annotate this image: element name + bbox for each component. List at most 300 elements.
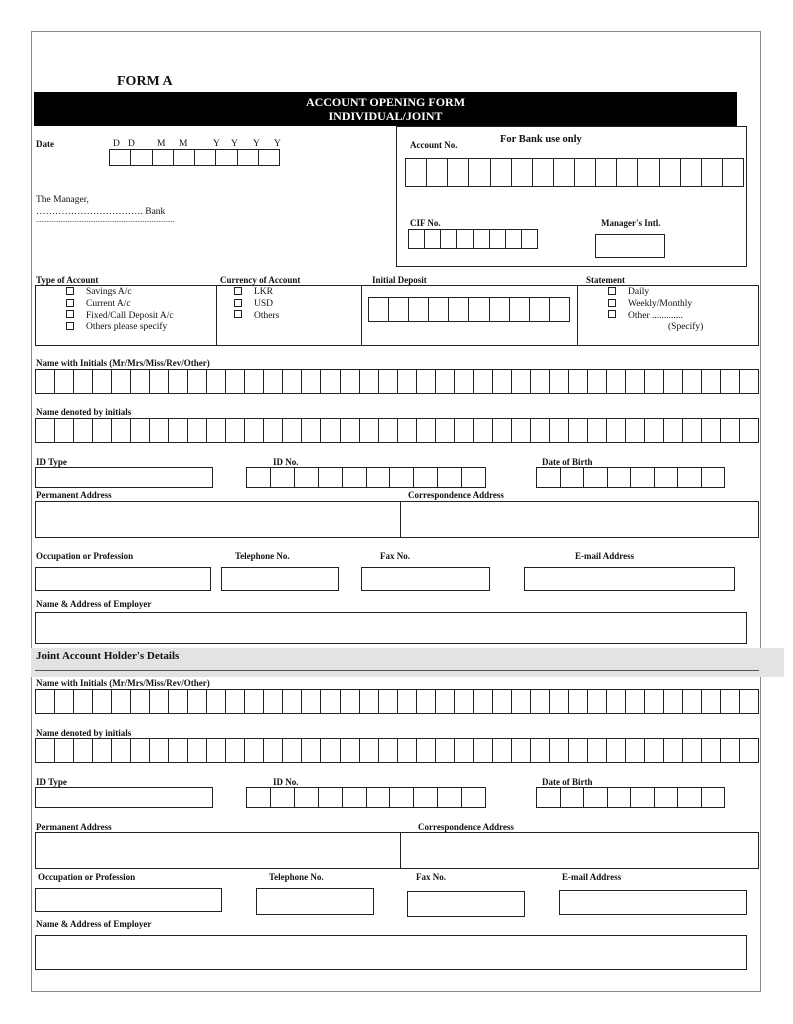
char-cell[interactable] (259, 149, 280, 166)
char-cell[interactable] (740, 738, 759, 763)
char-cell[interactable] (531, 689, 550, 714)
char-cell[interactable] (264, 738, 283, 763)
char-cell[interactable] (169, 418, 188, 443)
name-denoted-cells[interactable] (35, 418, 759, 443)
char-cell[interactable] (390, 787, 414, 808)
char-cell[interactable] (398, 689, 417, 714)
char-cell[interactable] (360, 369, 379, 394)
char-cell[interactable] (474, 369, 493, 394)
email-field[interactable] (524, 567, 735, 591)
char-cell[interactable] (645, 418, 664, 443)
char-cell[interactable] (131, 689, 150, 714)
account-type-option[interactable]: Current A/c (66, 299, 174, 311)
char-cell[interactable] (112, 369, 131, 394)
char-cell[interactable] (561, 467, 585, 488)
char-cell[interactable] (36, 369, 55, 394)
joint-email-field[interactable] (559, 890, 747, 915)
char-cell[interactable] (295, 467, 319, 488)
joint-corr-address-field[interactable] (400, 832, 759, 869)
char-cell[interactable] (112, 689, 131, 714)
char-cell[interactable] (283, 369, 302, 394)
char-cell[interactable] (360, 418, 379, 443)
checkbox[interactable] (234, 287, 242, 295)
joint-fax-field[interactable] (407, 891, 525, 917)
char-cell[interactable] (626, 418, 645, 443)
char-cell[interactable] (283, 689, 302, 714)
divider (361, 285, 362, 346)
name-initials-label: Name with Initials (Mr/Mrs/Miss/Rev/Other) (36, 358, 210, 368)
char-cell[interactable] (417, 369, 436, 394)
manager-line-1: The Manager, (36, 195, 89, 205)
char-cell[interactable] (55, 418, 74, 443)
char-cell[interactable] (702, 738, 721, 763)
char-cell[interactable] (512, 369, 531, 394)
char-cell[interactable] (93, 418, 112, 443)
char-cell[interactable] (512, 158, 533, 187)
char-cell[interactable] (607, 418, 626, 443)
char-cell[interactable] (245, 418, 264, 443)
cif-no-label: CIF No. (410, 218, 441, 228)
char-cell[interactable] (645, 738, 664, 763)
char-cell[interactable] (247, 787, 271, 808)
char-cell[interactable] (550, 418, 569, 443)
char-cell[interactable] (110, 149, 131, 166)
char-cell[interactable] (740, 418, 759, 443)
char-cell[interactable] (131, 369, 150, 394)
char-cell[interactable] (341, 738, 360, 763)
char-cell[interactable] (702, 689, 721, 714)
char-cell[interactable] (389, 297, 409, 322)
char-cell[interactable] (36, 418, 55, 443)
char-cell[interactable] (93, 369, 112, 394)
char-cell[interactable] (702, 467, 726, 488)
char-cell[interactable] (681, 158, 702, 187)
char-cell[interactable] (537, 787, 561, 808)
joint-name-initials-label: Name with Initials (Mr/Mrs/Miss/Rev/Other) (36, 678, 210, 688)
checkbox[interactable] (608, 310, 616, 318)
char-cell[interactable] (664, 689, 683, 714)
char-cell[interactable] (678, 787, 702, 808)
name-denoted-label: Name denoted by initials (36, 407, 132, 417)
checkbox[interactable] (66, 299, 74, 307)
char-cell[interactable] (569, 369, 588, 394)
joint-occupation-label: Occupation or Profession (38, 872, 136, 882)
char-cell[interactable] (207, 418, 226, 443)
date-label: Date (36, 139, 54, 149)
char-cell[interactable] (531, 369, 550, 394)
char-cell[interactable] (429, 297, 449, 322)
char-cell[interactable] (490, 229, 506, 249)
char-cell[interactable] (569, 689, 588, 714)
char-cell[interactable] (462, 467, 486, 488)
char-cell[interactable] (379, 369, 398, 394)
char-cell[interactable] (74, 689, 93, 714)
char-cell[interactable] (417, 738, 436, 763)
char-cell[interactable] (369, 297, 389, 322)
char-cell[interactable] (367, 787, 391, 808)
char-cell[interactable] (150, 738, 169, 763)
char-cell[interactable] (721, 689, 740, 714)
fax-field[interactable] (361, 567, 490, 591)
char-cell[interactable] (226, 418, 245, 443)
char-cell[interactable] (506, 229, 522, 249)
char-cell[interactable] (150, 418, 169, 443)
char-cell[interactable] (645, 369, 664, 394)
checkbox[interactable] (234, 299, 242, 307)
joint-section-title: Joint Account Holder's Details (36, 650, 180, 662)
cif-no-cells[interactable] (408, 229, 538, 249)
char-cell[interactable] (216, 149, 237, 166)
char-cell[interactable] (469, 297, 489, 322)
char-cell[interactable] (550, 369, 569, 394)
char-cell[interactable] (150, 369, 169, 394)
char-cell[interactable] (455, 369, 474, 394)
joint-employer-field[interactable] (35, 935, 747, 970)
char-cell[interactable] (584, 787, 608, 808)
char-cell[interactable] (626, 369, 645, 394)
currency-option[interactable]: USD (234, 299, 279, 311)
telephone-field[interactable] (221, 567, 339, 591)
char-cell[interactable] (55, 369, 74, 394)
initial-deposit-cells[interactable] (368, 297, 570, 322)
char-cell[interactable] (702, 158, 723, 187)
account-type-option[interactable]: Savings A/c (66, 287, 174, 299)
char-cell[interactable] (112, 738, 131, 763)
char-cell[interactable] (491, 158, 512, 187)
char-cell[interactable] (150, 689, 169, 714)
char-cell[interactable] (493, 369, 512, 394)
char-cell[interactable] (245, 738, 264, 763)
char-cell[interactable] (55, 689, 74, 714)
char-cell[interactable] (131, 738, 150, 763)
statement-options (608, 287, 703, 334)
char-cell[interactable] (131, 418, 150, 443)
char-cell[interactable] (295, 787, 319, 808)
char-cell[interactable] (283, 418, 302, 443)
char-cell[interactable] (683, 369, 702, 394)
account-no-cells[interactable] (405, 158, 744, 187)
statement-option[interactable]: Daily (608, 287, 703, 299)
char-cell[interactable] (390, 467, 414, 488)
char-cell[interactable] (188, 418, 207, 443)
id-type-field[interactable] (35, 467, 213, 488)
char-cell[interactable] (608, 787, 632, 808)
char-cell[interactable] (398, 738, 417, 763)
joint-name-initials-cells[interactable] (35, 689, 759, 714)
char-cell[interactable] (74, 418, 93, 443)
char-cell[interactable] (617, 158, 638, 187)
char-cell[interactable] (678, 467, 702, 488)
date-cells[interactable] (109, 149, 280, 166)
char-cell[interactable] (188, 738, 207, 763)
char-cell[interactable] (683, 689, 702, 714)
char-cell[interactable] (448, 158, 469, 187)
char-cell[interactable] (341, 369, 360, 394)
account-type-options (66, 287, 174, 334)
char-cell[interactable] (702, 418, 721, 443)
dob-cells[interactable] (536, 467, 725, 488)
char-cell[interactable] (271, 787, 295, 808)
char-cell[interactable] (207, 369, 226, 394)
char-cell[interactable] (36, 689, 55, 714)
char-cell[interactable] (575, 158, 596, 187)
char-cell[interactable] (607, 369, 626, 394)
char-cell[interactable] (522, 229, 538, 249)
currency-option[interactable]: LKR (234, 287, 279, 299)
char-cell[interactable] (436, 689, 455, 714)
char-cell[interactable] (169, 689, 188, 714)
char-cell[interactable] (537, 467, 561, 488)
char-cell[interactable] (207, 738, 226, 763)
char-cell[interactable] (512, 738, 531, 763)
char-cell[interactable] (343, 467, 367, 488)
char-cell[interactable] (195, 149, 216, 166)
checkbox[interactable] (608, 299, 616, 307)
joint-id-type-label: ID Type (36, 777, 67, 787)
char-cell[interactable] (425, 229, 441, 249)
char-cell[interactable] (584, 467, 608, 488)
char-cell[interactable] (660, 158, 681, 187)
char-cell[interactable] (645, 689, 664, 714)
currency-of-account-label: Currency of Account (220, 275, 301, 285)
char-cell[interactable] (740, 689, 759, 714)
char-cell[interactable] (438, 787, 462, 808)
char-cell[interactable] (533, 158, 554, 187)
employer-label: Name & Address of Employer (36, 599, 152, 609)
joint-name-denoted-cells[interactable] (35, 738, 759, 763)
char-cell[interactable] (153, 149, 174, 166)
char-cell[interactable] (740, 369, 759, 394)
occupation-field[interactable] (35, 567, 211, 591)
char-cell[interactable] (631, 467, 655, 488)
char-cell[interactable] (321, 738, 340, 763)
char-cell[interactable] (360, 689, 379, 714)
char-cell[interactable] (360, 738, 379, 763)
char-cell[interactable] (271, 467, 295, 488)
manager-intl-field[interactable] (595, 234, 665, 258)
char-cell[interactable] (588, 418, 607, 443)
name-initials-cells[interactable] (35, 369, 759, 394)
char-cell[interactable] (702, 369, 721, 394)
char-cell[interactable] (112, 418, 131, 443)
char-cell[interactable] (93, 689, 112, 714)
date-letter: Y (231, 139, 238, 149)
joint-fax-label: Fax No. (416, 872, 446, 882)
char-cell[interactable] (588, 738, 607, 763)
joint-corr-address-label: Correspondence Address (418, 822, 514, 832)
char-cell[interactable] (409, 229, 425, 249)
char-cell[interactable] (569, 738, 588, 763)
char-cell[interactable] (379, 738, 398, 763)
char-cell[interactable] (655, 787, 679, 808)
char-cell[interactable] (683, 738, 702, 763)
char-cell[interactable] (367, 467, 391, 488)
char-cell[interactable] (474, 689, 493, 714)
char-cell[interactable] (283, 738, 302, 763)
char-cell[interactable] (245, 689, 264, 714)
char-cell[interactable] (321, 369, 340, 394)
char-cell[interactable] (607, 689, 626, 714)
initial-deposit-label: Initial Deposit (372, 275, 427, 285)
account-type-option[interactable]: Fixed/Call Deposit A/c (66, 311, 174, 323)
char-cell[interactable] (302, 418, 321, 443)
joint-telephone-field[interactable] (256, 888, 374, 915)
char-cell[interactable] (721, 418, 740, 443)
joint-occupation-field[interactable] (35, 888, 222, 912)
char-cell[interactable] (490, 297, 510, 322)
char-cell[interactable] (683, 418, 702, 443)
joint-name-denoted-label: Name denoted by initials (36, 728, 132, 738)
char-cell[interactable] (343, 787, 367, 808)
char-cell[interactable] (302, 738, 321, 763)
char-cell[interactable] (264, 369, 283, 394)
char-cell[interactable] (264, 689, 283, 714)
char-cell[interactable] (441, 229, 457, 249)
char-cell[interactable] (174, 149, 195, 166)
char-cell[interactable] (664, 369, 683, 394)
char-cell[interactable] (550, 297, 570, 322)
char-cell[interactable] (721, 738, 740, 763)
char-cell[interactable] (655, 467, 679, 488)
char-cell[interactable] (341, 418, 360, 443)
checkbox[interactable] (66, 310, 74, 318)
char-cell[interactable] (188, 369, 207, 394)
char-cell[interactable] (169, 738, 188, 763)
char-cell[interactable] (474, 229, 490, 249)
char-cell[interactable] (531, 418, 550, 443)
char-cell[interactable] (436, 738, 455, 763)
char-cell[interactable] (626, 689, 645, 714)
char-cell[interactable] (302, 689, 321, 714)
char-cell[interactable] (588, 689, 607, 714)
char-cell[interactable] (569, 418, 588, 443)
char-cell[interactable] (493, 738, 512, 763)
currency-option[interactable]: Others (234, 311, 279, 323)
char-cell[interactable] (638, 158, 659, 187)
char-cell[interactable] (561, 787, 585, 808)
char-cell[interactable] (436, 369, 455, 394)
char-cell[interactable] (626, 738, 645, 763)
char-cell[interactable] (664, 418, 683, 443)
checkbox[interactable] (66, 287, 74, 295)
char-cell[interactable] (319, 787, 343, 808)
char-cell[interactable] (512, 418, 531, 443)
char-cell[interactable] (455, 418, 474, 443)
char-cell[interactable] (417, 689, 436, 714)
char-cell[interactable] (512, 689, 531, 714)
char-cell[interactable] (531, 738, 550, 763)
perm-address-field[interactable] (35, 501, 401, 538)
char-cell[interactable] (321, 418, 340, 443)
char-cell[interactable] (207, 689, 226, 714)
char-cell[interactable] (438, 467, 462, 488)
char-cell[interactable] (608, 467, 632, 488)
char-cell[interactable] (55, 738, 74, 763)
char-cell[interactable] (493, 689, 512, 714)
char-cell[interactable] (321, 689, 340, 714)
char-cell[interactable] (341, 689, 360, 714)
char-cell[interactable] (302, 369, 321, 394)
banner-line-2: INDIVIDUAL/JOINT (328, 109, 443, 123)
char-cell[interactable] (462, 787, 486, 808)
char-cell[interactable] (449, 297, 469, 322)
char-cell[interactable] (169, 369, 188, 394)
char-cell[interactable] (664, 738, 683, 763)
char-cell[interactable] (474, 418, 493, 443)
char-cell[interactable] (247, 467, 271, 488)
char-cell[interactable] (417, 418, 436, 443)
char-cell[interactable] (455, 738, 474, 763)
char-cell[interactable] (245, 369, 264, 394)
char-cell[interactable] (455, 689, 474, 714)
char-cell[interactable] (702, 787, 726, 808)
char-cell[interactable] (510, 297, 530, 322)
char-cell[interactable] (414, 787, 438, 808)
char-cell[interactable] (36, 738, 55, 763)
char-cell[interactable] (398, 369, 417, 394)
corr-address-field[interactable] (400, 501, 759, 538)
statement-option[interactable]: Other ............. (608, 311, 703, 323)
char-cell[interactable] (596, 158, 617, 187)
id-no-cells[interactable] (246, 467, 486, 488)
char-cell[interactable] (493, 418, 512, 443)
char-cell[interactable] (427, 158, 448, 187)
char-cell[interactable] (398, 418, 417, 443)
char-cell[interactable] (554, 158, 575, 187)
char-cell[interactable] (319, 467, 343, 488)
checkbox[interactable] (608, 287, 616, 295)
char-cell[interactable] (457, 229, 473, 249)
char-cell[interactable] (379, 418, 398, 443)
char-cell[interactable] (131, 149, 152, 166)
char-cell[interactable] (588, 369, 607, 394)
char-cell[interactable] (226, 738, 245, 763)
char-cell[interactable] (436, 418, 455, 443)
checkbox[interactable] (234, 310, 242, 318)
char-cell[interactable] (238, 149, 259, 166)
char-cell[interactable] (379, 689, 398, 714)
char-cell[interactable] (226, 369, 245, 394)
account-type-option[interactable]: Others please specify (66, 322, 174, 334)
joint-perm-address-field[interactable] (35, 832, 401, 869)
char-cell[interactable] (721, 369, 740, 394)
char-cell[interactable] (188, 689, 207, 714)
checkbox[interactable] (66, 322, 74, 330)
char-cell[interactable] (414, 467, 438, 488)
char-cell[interactable] (530, 297, 550, 322)
char-cell[interactable] (74, 738, 93, 763)
char-cell[interactable] (74, 369, 93, 394)
joint-id-no-cells[interactable] (246, 787, 486, 808)
char-cell[interactable] (607, 738, 626, 763)
char-cell[interactable] (723, 158, 744, 187)
statement-option[interactable]: Weekly/Monthly (608, 299, 703, 311)
char-cell[interactable] (226, 689, 245, 714)
char-cell[interactable] (474, 738, 493, 763)
char-cell[interactable] (409, 297, 429, 322)
dob-label: Date of Birth (542, 457, 593, 467)
char-cell[interactable] (406, 158, 427, 187)
joint-id-type-field[interactable] (35, 787, 213, 808)
char-cell[interactable] (469, 158, 490, 187)
char-cell[interactable] (550, 738, 569, 763)
char-cell[interactable] (93, 738, 112, 763)
char-cell[interactable] (550, 689, 569, 714)
employer-field[interactable] (35, 612, 747, 644)
joint-dob-cells[interactable] (536, 787, 725, 808)
char-cell[interactable] (631, 787, 655, 808)
char-cell[interactable] (264, 418, 283, 443)
